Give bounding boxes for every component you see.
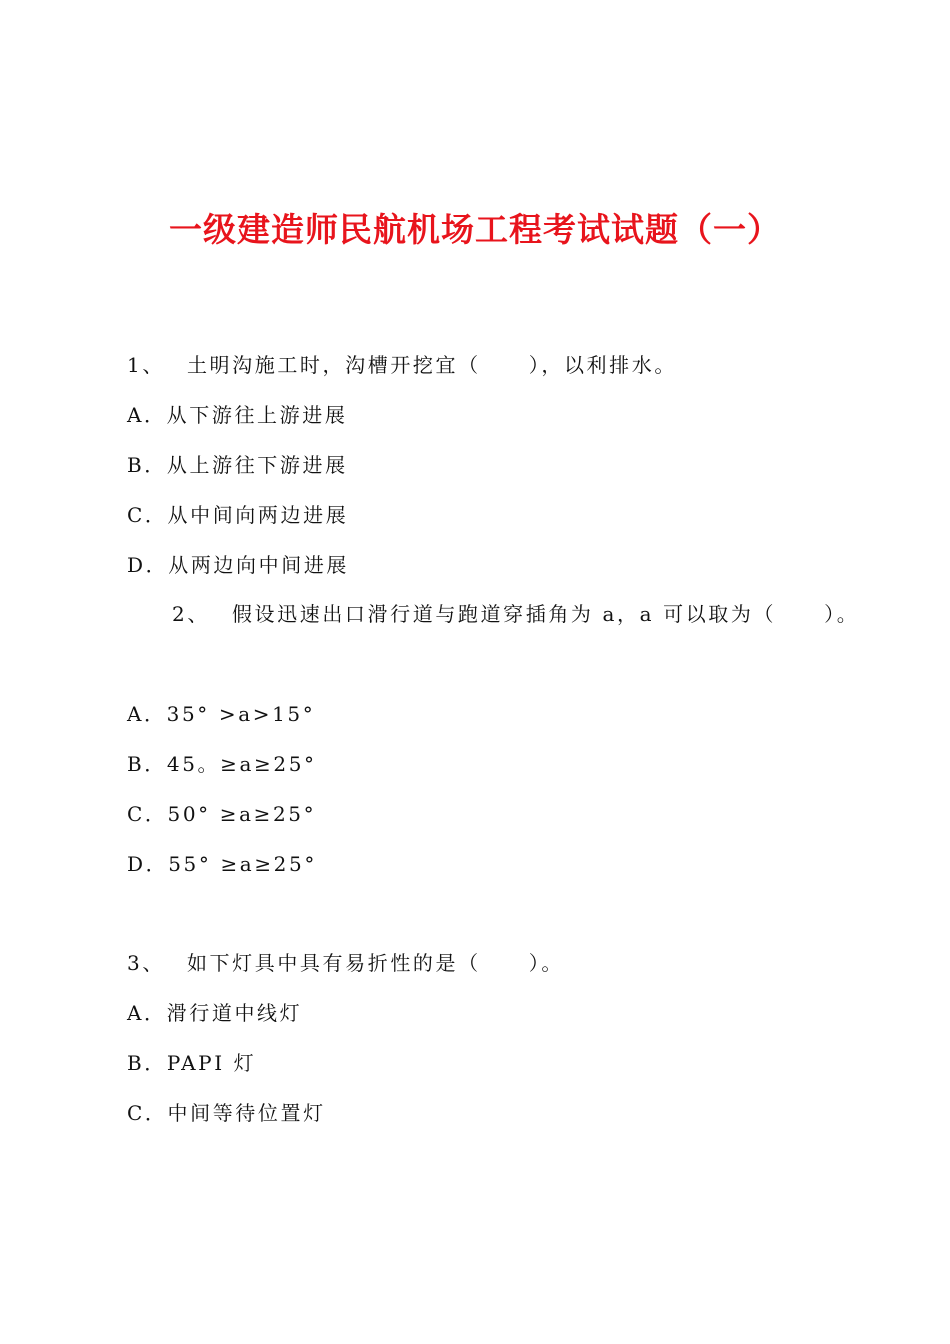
question-1-number: 1、 <box>127 353 165 377</box>
question-2-option-d: D．55° ≥a≥25° <box>127 852 317 876</box>
question-1-text-before: 土明沟施工时，沟槽开挖宜（ <box>186 353 481 377</box>
question-1-option-c: C．从中间向两边进展 <box>127 503 349 527</box>
question-3-text-after: ）。 <box>528 951 564 975</box>
question-2-text-before: 假设迅速出口滑行道与跑道穿插角为 a，a 可以取为（ <box>231 602 777 626</box>
question-2-option-b: B．45。≥a≥25° <box>127 752 317 776</box>
question-2-number: 2、 <box>172 602 210 626</box>
question-1-text-after: ），以利排水。 <box>528 353 677 377</box>
question-2-text-after: ）。 <box>824 602 860 626</box>
question-2-option-c: C．50° ≥a≥25° <box>127 802 317 826</box>
question-3-number: 3、 <box>127 951 165 975</box>
question-3-option-c: C．中间等待位置灯 <box>127 1101 326 1125</box>
question-2-option-a: A．35° >a>15° <box>127 702 316 726</box>
question-3-option-a: A．滑行道中线灯 <box>127 1001 303 1025</box>
question-3-stem <box>127 950 564 976</box>
question-1-option-b: B．从上游往下游进展 <box>127 453 348 477</box>
question-1-stem <box>127 352 677 378</box>
question-2-stem <box>172 601 859 627</box>
question-3-text-before: 如下灯具中具有易折性的是（ <box>186 951 481 975</box>
question-1-option-d: D．从两边向中间进展 <box>127 553 350 577</box>
question-1-option-a: A．从下游往上游进展 <box>127 403 348 427</box>
document-title: 一级建造师民航机场工程考试试题（一） <box>169 210 781 249</box>
question-3-option-b: B．PAPI 灯 <box>127 1051 257 1075</box>
